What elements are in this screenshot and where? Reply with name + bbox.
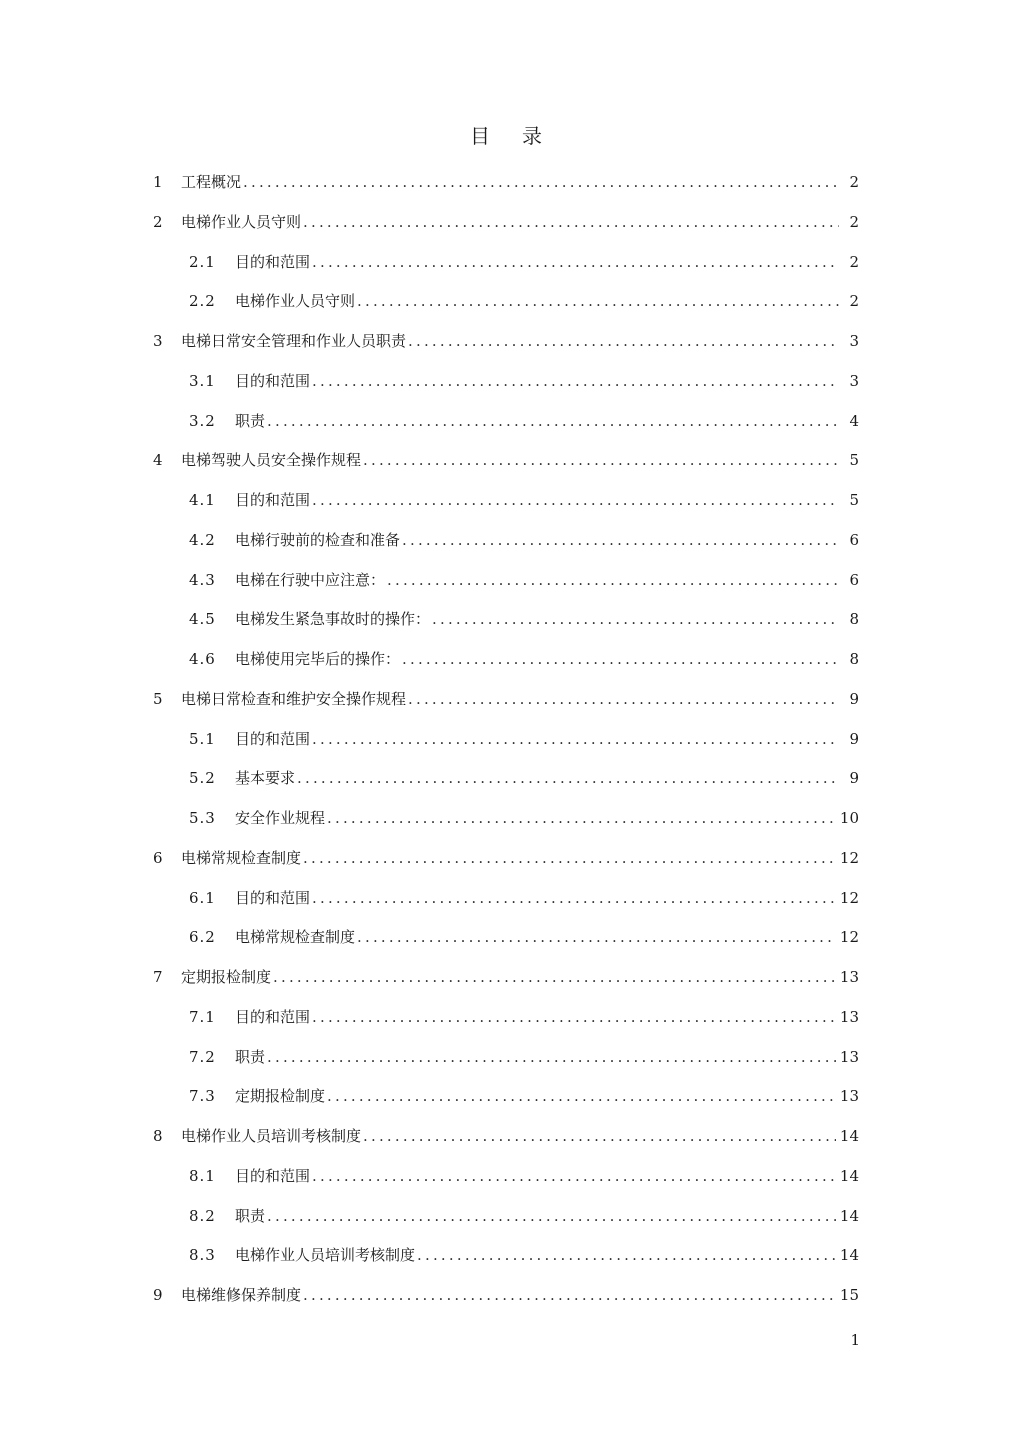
page-title: 目录 bbox=[470, 124, 574, 148]
toc-entry-link[interactable] bbox=[153, 839, 859, 879]
toc-entry-number: 4.6 bbox=[189, 650, 216, 668]
toc-entry-title: 定期报检制度 bbox=[181, 968, 272, 986]
toc-entry-link[interactable] bbox=[189, 402, 859, 442]
toc-entry-link[interactable] bbox=[189, 799, 859, 839]
toc-entry-link[interactable] bbox=[189, 243, 859, 283]
toc-entry-number: 3.1 bbox=[189, 371, 216, 390]
toc-dot-leader bbox=[312, 998, 836, 1038]
toc-entry-link[interactable] bbox=[189, 1077, 859, 1117]
toc-section-row[interactable] bbox=[0, 1236, 1012, 1276]
toc-entry-number: 4.2 bbox=[189, 530, 216, 549]
toc-entry-number: 8.3 bbox=[189, 1246, 216, 1265]
toc-dot-leader bbox=[312, 481, 839, 521]
toc-entry-page: 6 bbox=[849, 570, 859, 589]
toc-entry-number: 7.2 bbox=[189, 1047, 216, 1066]
toc-entry-link[interactable] bbox=[153, 958, 859, 998]
toc-entry-page: 10 bbox=[839, 809, 859, 827]
toc-entry-page: 14 bbox=[839, 1127, 859, 1145]
toc-entry-number: 9 bbox=[153, 1286, 163, 1304]
toc-entry-page: 9 bbox=[849, 729, 859, 748]
toc-entry-link[interactable] bbox=[153, 1117, 859, 1157]
toc-entry-number: 5.2 bbox=[189, 769, 216, 788]
toc-entry-page: 13 bbox=[839, 1047, 859, 1066]
toc-entry-number: 3 bbox=[153, 332, 163, 350]
toc-entry-number: 6.2 bbox=[189, 928, 216, 947]
toc-section-row[interactable] bbox=[0, 799, 1012, 839]
toc-entry-title: 电梯行驶前的检查和准备 bbox=[235, 530, 401, 549]
table-of-contents bbox=[0, 163, 1012, 1316]
toc-entry-link[interactable] bbox=[189, 561, 859, 601]
toc-section-row[interactable] bbox=[0, 998, 1012, 1038]
toc-entry-link[interactable] bbox=[189, 759, 859, 799]
toc-entry-title: 电梯作业人员守则 bbox=[181, 212, 302, 231]
toc-entry-page: 13 bbox=[839, 968, 859, 986]
toc-section-row[interactable] bbox=[0, 282, 1012, 322]
toc-section-row[interactable] bbox=[0, 879, 1012, 919]
toc-section-row[interactable] bbox=[0, 243, 1012, 283]
toc-entry-page: 12 bbox=[839, 848, 859, 867]
toc-entry-link[interactable] bbox=[189, 998, 859, 1038]
toc-entry-number: 2.2 bbox=[189, 292, 216, 311]
toc-dot-leader bbox=[267, 402, 839, 442]
toc-entry-title: 电梯使用完毕后的操作： bbox=[235, 650, 401, 668]
toc-dot-leader bbox=[408, 322, 839, 362]
toc-entry-title: 目的和范围 bbox=[235, 371, 311, 390]
toc-entry-page: 13 bbox=[839, 1007, 859, 1026]
toc-dot-leader bbox=[297, 759, 839, 799]
toc-entry-page: 2 bbox=[849, 252, 859, 271]
toc-entry-link[interactable] bbox=[189, 600, 859, 640]
toc-entry-page: 13 bbox=[839, 1087, 859, 1106]
toc-entry-link[interactable] bbox=[153, 1276, 859, 1316]
toc-dot-leader bbox=[303, 839, 836, 879]
toc-entry-link[interactable] bbox=[189, 282, 859, 322]
toc-entry-number: 7.3 bbox=[189, 1087, 216, 1106]
toc-entry-number: 8.2 bbox=[189, 1206, 216, 1225]
toc-entry-number: 5 bbox=[153, 689, 163, 708]
toc-dot-leader bbox=[303, 1276, 836, 1316]
toc-section-row[interactable] bbox=[0, 1077, 1012, 1117]
toc-entry-page: 12 bbox=[839, 928, 859, 947]
toc-entry-title: 目的和范围 bbox=[235, 491, 311, 509]
toc-dot-leader bbox=[303, 203, 839, 243]
toc-chapter-row[interactable] bbox=[0, 839, 1012, 879]
toc-chapter-row[interactable] bbox=[0, 203, 1012, 243]
toc-dot-leader bbox=[267, 1038, 836, 1078]
toc-dot-leader bbox=[432, 600, 839, 640]
toc-entry-page: 12 bbox=[839, 888, 859, 907]
toc-section-row[interactable] bbox=[0, 918, 1012, 958]
toc-entry-title: 电梯维修保养制度 bbox=[181, 1286, 302, 1304]
toc-dot-leader bbox=[312, 362, 839, 402]
toc-entry-number: 7 bbox=[153, 968, 163, 986]
toc-entry-link[interactable] bbox=[189, 879, 859, 919]
toc-entry-number: 1 bbox=[153, 173, 163, 191]
toc-dot-leader bbox=[357, 918, 836, 958]
toc-dot-leader bbox=[363, 441, 839, 481]
toc-section-row[interactable] bbox=[0, 402, 1012, 442]
toc-dot-leader bbox=[312, 720, 839, 760]
toc-entry-title: 电梯日常安全管理和作业人员职责 bbox=[181, 332, 407, 350]
toc-entry-link[interactable] bbox=[153, 163, 859, 203]
toc-entry-page: 4 bbox=[849, 411, 859, 430]
page-number: 1 bbox=[850, 1331, 860, 1349]
toc-dot-leader bbox=[357, 282, 839, 322]
toc-section-row[interactable] bbox=[0, 720, 1012, 760]
toc-section-row[interactable] bbox=[0, 561, 1012, 601]
toc-entry-page: 9 bbox=[849, 769, 859, 788]
toc-entry-link[interactable] bbox=[189, 918, 859, 958]
toc-entry-number: 5.1 bbox=[189, 729, 216, 748]
toc-dot-leader bbox=[402, 640, 839, 680]
toc-section-row[interactable] bbox=[0, 362, 1012, 402]
toc-dot-leader bbox=[267, 1197, 836, 1237]
toc-entry-title: 电梯驾驶人员安全操作规程 bbox=[181, 451, 362, 470]
toc-entry-title: 电梯常规检查制度 bbox=[181, 848, 302, 867]
toc-entry-title: 目的和范围 bbox=[235, 1007, 311, 1026]
toc-entry-title: 工程概况 bbox=[181, 173, 242, 191]
toc-entry-title: 电梯作业人员守则 bbox=[235, 292, 356, 311]
toc-entry-link[interactable] bbox=[153, 680, 859, 720]
toc-entry-number: 2 bbox=[153, 212, 163, 231]
toc-entry-link[interactable] bbox=[189, 1038, 859, 1078]
toc-entry-page: 14 bbox=[839, 1206, 859, 1225]
toc-entry-link[interactable] bbox=[153, 322, 859, 362]
toc-entry-link[interactable] bbox=[189, 1236, 859, 1276]
toc-entry-page: 8 bbox=[849, 650, 859, 668]
toc-entry-number: 3.2 bbox=[189, 411, 216, 430]
toc-entry-page: 2 bbox=[849, 173, 859, 191]
toc-dot-leader bbox=[408, 680, 839, 720]
toc-entry-number: 4.3 bbox=[189, 570, 216, 589]
toc-entry-title: 电梯作业人员培训考核制度 bbox=[181, 1127, 362, 1145]
toc-entry-page: 15 bbox=[839, 1286, 859, 1304]
toc-section-row[interactable] bbox=[0, 1038, 1012, 1078]
toc-entry-number: 7.1 bbox=[189, 1007, 216, 1026]
toc-entry-title: 电梯作业人员培训考核制度 bbox=[235, 1246, 416, 1265]
toc-dot-leader bbox=[312, 1157, 836, 1197]
toc-entry-page: 5 bbox=[849, 491, 859, 509]
toc-entry-title: 职责 bbox=[235, 411, 266, 430]
toc-entry-number: 2.1 bbox=[189, 252, 216, 271]
toc-entry-page: 5 bbox=[849, 451, 859, 470]
toc-entry-number: 4 bbox=[153, 451, 163, 470]
toc-chapter-row[interactable] bbox=[0, 1276, 1012, 1316]
toc-entry-page: 6 bbox=[849, 530, 859, 549]
toc-entry-link[interactable] bbox=[153, 203, 859, 243]
toc-entry-title: 电梯发生紧急事故时的操作： bbox=[235, 610, 431, 629]
toc-entry-number: 4.5 bbox=[189, 610, 216, 629]
toc-entry-title: 电梯日常检查和维护安全操作规程 bbox=[181, 689, 407, 708]
toc-entry-page: 2 bbox=[849, 292, 859, 311]
toc-entry-link[interactable] bbox=[153, 441, 859, 481]
toc-dot-leader bbox=[312, 879, 836, 919]
toc-dot-leader bbox=[327, 799, 836, 839]
toc-entry-link[interactable] bbox=[189, 362, 859, 402]
toc-entry-page: 3 bbox=[849, 332, 859, 350]
toc-entry-link[interactable] bbox=[189, 481, 859, 521]
toc-entry-title: 定期报检制度 bbox=[235, 1087, 326, 1106]
toc-entry-title: 安全作业规程 bbox=[235, 809, 326, 827]
toc-section-row[interactable] bbox=[0, 600, 1012, 640]
toc-dot-leader bbox=[273, 958, 836, 998]
toc-entry-link[interactable] bbox=[189, 720, 859, 760]
toc-dot-leader bbox=[327, 1077, 836, 1117]
toc-section-row[interactable] bbox=[0, 521, 1012, 561]
toc-entry-number: 5.3 bbox=[189, 809, 216, 827]
toc-entry-number: 6.1 bbox=[189, 888, 216, 907]
toc-section-row[interactable] bbox=[0, 640, 1012, 680]
toc-entry-page: 14 bbox=[839, 1166, 859, 1185]
toc-chapter-row[interactable] bbox=[0, 441, 1012, 481]
toc-chapter-row[interactable] bbox=[0, 1117, 1012, 1157]
toc-entry-number: 8 bbox=[153, 1127, 163, 1145]
toc-entry-page: 3 bbox=[849, 371, 859, 390]
toc-dot-leader bbox=[387, 561, 839, 601]
toc-section-row[interactable] bbox=[0, 1197, 1012, 1237]
toc-dot-leader bbox=[243, 163, 839, 203]
toc-entry-title: 目的和范围 bbox=[235, 729, 311, 748]
toc-chapter-row[interactable] bbox=[0, 680, 1012, 720]
toc-entry-number: 6 bbox=[153, 848, 163, 867]
toc-chapter-row[interactable] bbox=[0, 322, 1012, 362]
toc-dot-leader bbox=[402, 521, 839, 561]
toc-section-row[interactable] bbox=[0, 481, 1012, 521]
toc-dot-leader bbox=[417, 1236, 836, 1276]
toc-section-row[interactable] bbox=[0, 1157, 1012, 1197]
toc-chapter-row[interactable] bbox=[0, 958, 1012, 998]
toc-section-row[interactable] bbox=[0, 759, 1012, 799]
toc-entry-link[interactable] bbox=[189, 1197, 859, 1237]
toc-entry-number: 8.1 bbox=[189, 1166, 216, 1185]
toc-dot-leader bbox=[363, 1117, 836, 1157]
toc-entry-link[interactable] bbox=[189, 1157, 859, 1197]
toc-entry-title: 职责 bbox=[235, 1047, 266, 1066]
toc-entry-title: 职责 bbox=[235, 1206, 266, 1225]
toc-chapter-row[interactable] bbox=[0, 163, 1012, 203]
toc-entry-title: 目的和范围 bbox=[235, 888, 311, 907]
toc-entry-title: 基本要求 bbox=[235, 769, 296, 788]
toc-entry-title: 目的和范围 bbox=[235, 252, 311, 271]
toc-entry-page: 14 bbox=[839, 1246, 859, 1265]
toc-entry-page: 9 bbox=[849, 689, 859, 708]
toc-dot-leader bbox=[312, 243, 839, 283]
toc-entry-page: 8 bbox=[849, 610, 859, 629]
toc-entry-page: 2 bbox=[849, 212, 859, 231]
toc-entry-title: 目的和范围 bbox=[235, 1166, 311, 1185]
toc-entry-number: 4.1 bbox=[189, 491, 216, 509]
toc-entry-link[interactable] bbox=[189, 640, 859, 680]
toc-entry-title: 电梯常规检查制度 bbox=[235, 928, 356, 947]
toc-entry-link[interactable] bbox=[189, 521, 859, 561]
toc-entry-title: 电梯在行驶中应注意： bbox=[235, 570, 386, 589]
